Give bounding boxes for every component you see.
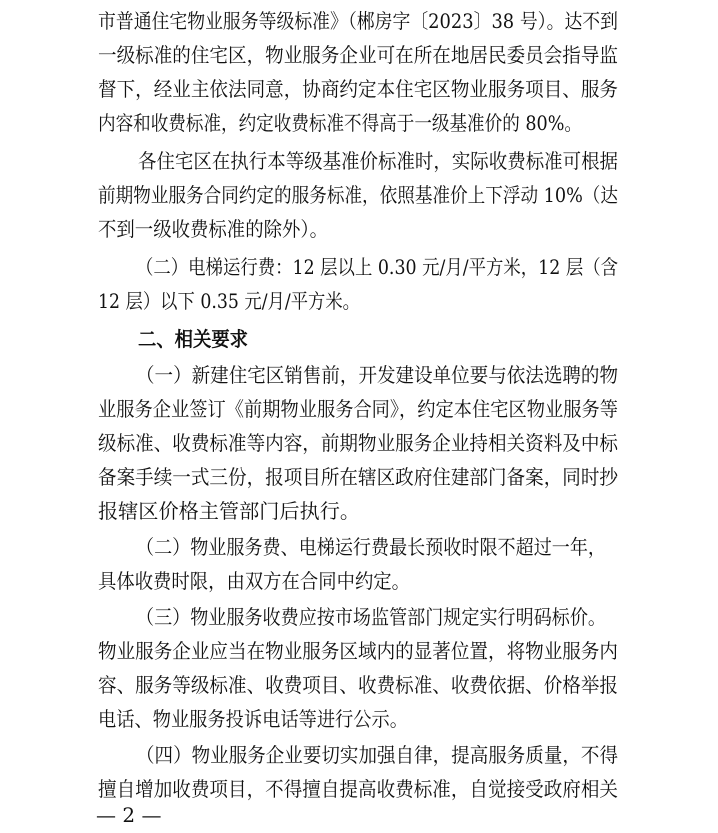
body-line — [0, 426, 718, 460]
body-text: 一级标准的住宅区，物业服务企业可在所在地居民委员会指导监 — [98, 43, 618, 67]
body-line — [0, 250, 718, 284]
body-line — [0, 284, 718, 318]
body-text: （一）新建住宅区销售前，开发建设单位要与依法选聘的物 — [136, 363, 618, 387]
body-line — [0, 600, 718, 634]
body-text: 前期物业服务合同约定的服务标准，依照基准价上下浮动 10%（达 — [98, 183, 618, 207]
body-text: 市普通住宅物业服务等级标准》（郴房字〔2023〕38 号）。达不到 — [98, 9, 618, 33]
body-line — [0, 358, 718, 392]
page-number: — 2 — — [96, 803, 162, 827]
body-text: 级标准、收费标准等内容，前期物业服务企业持相关资料及中标 — [98, 431, 618, 455]
body-text: 不到一级收费标准的除外）。 — [98, 217, 328, 241]
section-heading-text: 二、相关要求 — [138, 327, 248, 351]
body-line — [0, 72, 718, 106]
body-text: 各住宅区在执行本等级基准价标准时，实际收费标准可根据 — [138, 149, 618, 173]
body-line — [0, 178, 718, 212]
body-text: 报辖区价格主管部门后执行。 — [98, 499, 360, 523]
body-line — [0, 392, 718, 426]
body-text: 业服务企业签订《前期物业服务合同》，约定本住宅区物业服务等 — [98, 397, 618, 421]
body-text: 具体收费时限，由双方在合同中约定。 — [98, 569, 410, 593]
body-line — [0, 564, 718, 598]
body-text: 物业服务企业应当在物业服务区域内的显著位置，将物业服务内 — [98, 639, 618, 663]
body-text: 督下，经业主依法同意，协商约定本住宅区物业服务项目、服务 — [98, 77, 618, 101]
body-text: （二）物业服务费、电梯运行费最长预收时限不超过一年， — [136, 535, 606, 559]
body-text: 电话、物业服务投诉电话等进行公示。 — [98, 707, 408, 731]
body-line — [0, 144, 718, 178]
body-line — [0, 106, 718, 140]
body-text: 擅自增加收费项目，不得擅自提高收费标准，自觉接受政府相关 — [98, 777, 618, 801]
section-heading — [0, 322, 718, 356]
body-line — [0, 494, 718, 528]
body-text: 备案手续一式三份，报项目所在辖区政府住建部门备案，同时抄 — [98, 465, 618, 489]
body-line — [0, 530, 718, 564]
body-text: （二）电梯运行费：12 层以上 0.30 元/月/平方米，12 层（含 — [136, 255, 618, 279]
body-line — [0, 702, 718, 736]
body-line — [0, 634, 718, 668]
body-text: （四）物业服务企业要切实加强自律，提高服务质量，不得 — [136, 743, 618, 767]
body-text: 内容和收费标准，约定收费标准不得高于一级基准价的 80%。 — [98, 111, 582, 135]
body-text: （三）物业服务收费应按市场监管部门规定实行明码标价。 — [136, 605, 606, 629]
body-line — [0, 212, 718, 246]
body-line — [0, 460, 718, 494]
body-line — [0, 668, 718, 702]
body-text: 12 层）以下 0.35 元/月/平方米。 — [98, 289, 360, 313]
body-line — [0, 738, 718, 772]
body-line — [0, 38, 718, 72]
body-line — [0, 4, 718, 38]
body-text: 容、服务等级标准、收费项目、收费标准、收费依据、价格举报 — [98, 673, 618, 697]
